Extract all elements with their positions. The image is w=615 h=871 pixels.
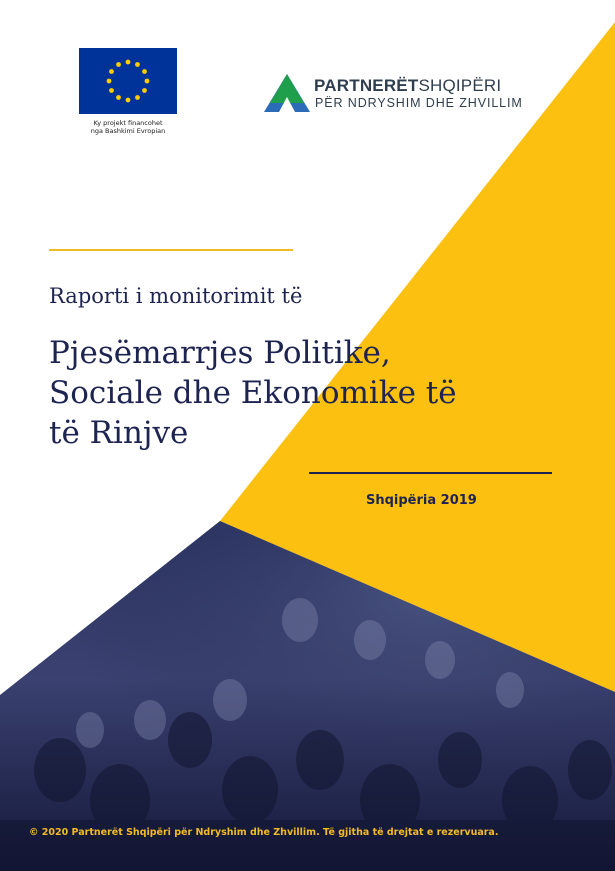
middle-divider <box>309 472 552 474</box>
title-line-3: të Rinjve <box>49 415 189 451</box>
eu-caption-line-2: nga Bashkimi Evropian <box>90 127 166 135</box>
eu-caption-line-1: Ky projekt financohet <box>93 119 163 127</box>
title-line-2: Sociale dhe Ekonomike të <box>49 375 457 411</box>
copyright-notice: © 2020 Partnerët Shqipëri për Ndryshim dhe Zhvillim. Të gjitha të drejtat e rezervuara. <box>29 827 499 838</box>
report-title <box>49 333 589 453</box>
partners-albania-logo <box>264 72 534 116</box>
partner-name-regular: SHQIPËRI <box>418 76 502 95</box>
title-line-1: Pjesëmarrjes Politike, <box>49 335 391 371</box>
eu-logo <box>79 48 177 135</box>
report-subtitle: Raporti i monitorimit të <box>49 284 303 308</box>
country-year: Shqipëria 2019 <box>366 493 477 508</box>
eu-caption <box>79 119 177 135</box>
partner-name-bold: PARTNERËT <box>314 76 419 95</box>
partner-name <box>314 77 501 95</box>
top-divider <box>49 249 293 251</box>
mountain-triangle-logo-icon <box>264 73 310 113</box>
eu-flag-icon <box>79 48 177 114</box>
partner-tagline: PËR NDRYSHIM DHE ZHVILLIM <box>315 96 523 110</box>
